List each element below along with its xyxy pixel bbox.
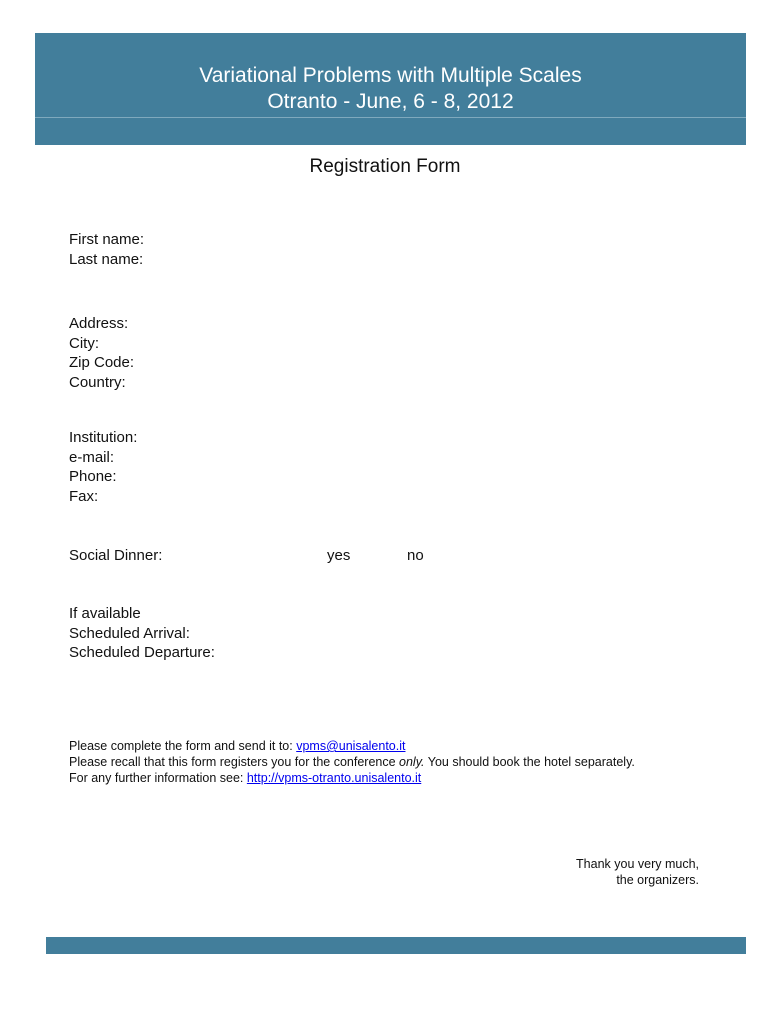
- only-emphasis: only.: [399, 755, 425, 769]
- conference-title: Variational Problems with Multiple Scales: [199, 64, 582, 87]
- social-dinner-yes-option: yes: [327, 547, 351, 564]
- send-instruction: [69, 738, 709, 754]
- footer-bar: [46, 937, 746, 954]
- address-label: Address:: [69, 315, 129, 332]
- social-dinner-no-option: no: [407, 547, 424, 564]
- address-fields-group: [69, 314, 134, 392]
- social-dinner-label: Social Dinner:: [69, 547, 163, 564]
- if-available-label: If available: [69, 605, 141, 622]
- email-label: e-mail:: [69, 448, 115, 466]
- conference-date-location: Otranto - June, 6 - 8, 2012: [267, 90, 514, 113]
- header-banner: [35, 33, 746, 145]
- city-label: City:: [69, 334, 99, 352]
- signoff: [450, 856, 699, 888]
- info-note: [69, 770, 709, 786]
- organizers-line: the organizers.: [616, 873, 699, 887]
- recall-prefix-text: Please recall that this form registers you for the conference: [69, 755, 400, 769]
- scheduled-departure-label: Scheduled Departure:: [69, 644, 215, 661]
- form-title: Registration Form: [309, 156, 461, 177]
- travel-fields-group: [69, 604, 215, 663]
- phone-label: Phone:: [69, 468, 117, 485]
- zip-code-label: Zip Code:: [69, 354, 135, 371]
- conference-only-note: [69, 754, 709, 770]
- contact-fields-group: [69, 428, 137, 506]
- recall-suffix-text: You should book the hotel separately.: [424, 755, 635, 769]
- scheduled-arrival-label: Scheduled Arrival:: [69, 624, 190, 642]
- country-label: Country:: [69, 373, 126, 391]
- instructions-block: [69, 738, 709, 786]
- institution-label: Institution:: [69, 429, 138, 446]
- thank-you-line: Thank you very much,: [576, 857, 699, 871]
- header-divider: [35, 117, 746, 118]
- send-instruction-text: Please complete the form and send it to:: [69, 739, 297, 753]
- email-link[interactable]: vpms@unisalento.it: [296, 739, 406, 753]
- last-name-label: Last name:: [69, 250, 144, 268]
- fax-label: Fax:: [69, 487, 99, 505]
- first-name-label: First name:: [69, 231, 145, 248]
- info-prefix-text: For any further information see:: [69, 771, 247, 785]
- website-link[interactable]: http://vpms-otranto.unisalento.it: [246, 771, 422, 785]
- personal-fields-group: [69, 230, 144, 269]
